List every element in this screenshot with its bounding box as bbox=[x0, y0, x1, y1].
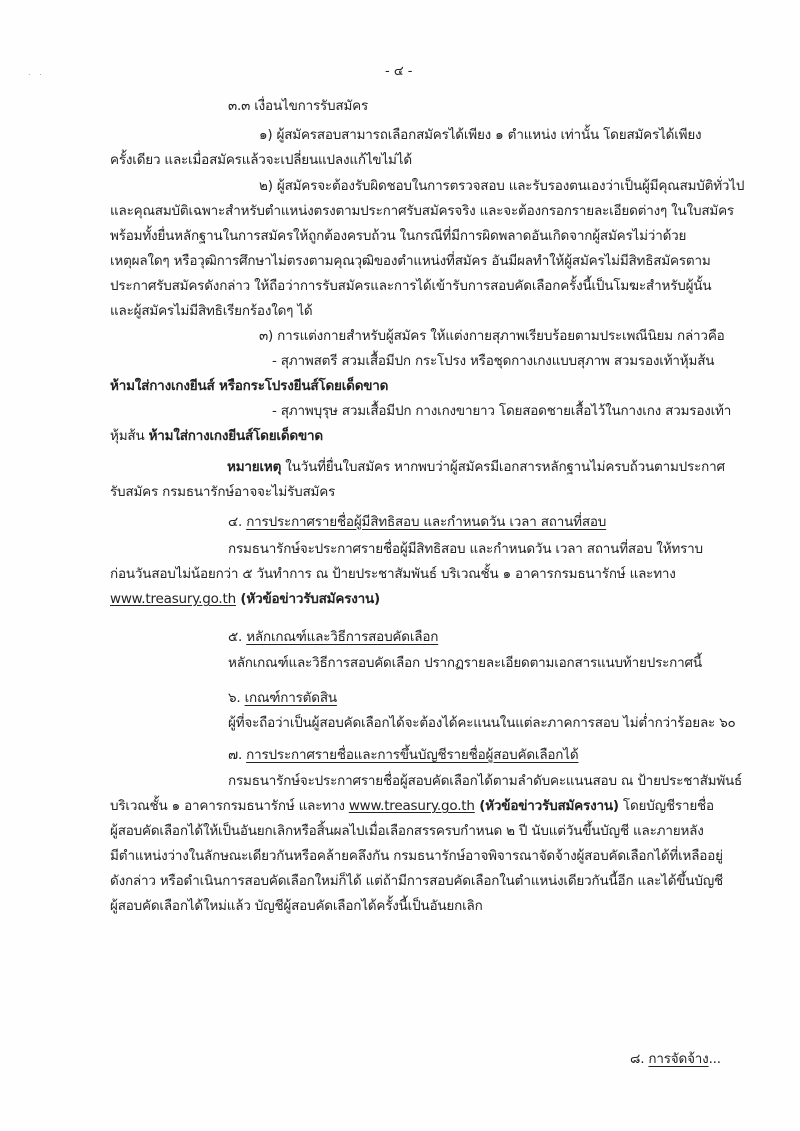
section-7-title: การประกาศรายชื่อและการขึ้นบัญชีรายชื่อผู้สอบคัดเลือกได้ bbox=[246, 747, 579, 763]
item2-line6: และผู้สมัครไม่มีสิทธิเรียกร้องใดๆ ได้ bbox=[110, 303, 313, 319]
section-7-line2-suffix: โดยบัญชีรายชื่อ bbox=[618, 798, 714, 814]
section-7-line1: กรมธนารักษ์จะประกาศรายชื่อผู้สอบคัดเลือกได้ตามลำดับคะแนนสอบ ณ ป้ายประชาสัมพันธ์ bbox=[228, 773, 743, 789]
section-6-title: เกณฑ์การตัดสิน bbox=[244, 690, 337, 706]
section-4-number: ๔. bbox=[228, 514, 247, 530]
item3-men-line2-prefix: หุ้มส้น bbox=[110, 428, 149, 444]
section-4-title: การประกาศรายชื่อผู้มีสิทธิสอบ และกำหนดวัน เวลา สถานที่สอบ bbox=[246, 514, 607, 530]
section-7-line5: ดังกล่าว หรือดำเนินการสอบคัดเลือกใหม่ก็ได้ แต่ถ้ามีการสอบคัดเลือกในตำแหน่งเดียวกันนี้อีก และได้ขึ้นบัญชี bbox=[110, 873, 723, 889]
section-7-heading bbox=[228, 746, 578, 764]
section-7-line2 bbox=[110, 797, 714, 815]
section-7-number: ๗. bbox=[228, 747, 247, 763]
item2-line2: และคุณสมบัติเฉพาะสำหรับตำแหน่งตรงตามประกาศรับสมัครจริง และจะต้องกรอกรายละเอียดต่างๆ ในใบสมัคร bbox=[110, 203, 734, 219]
item3-men-line1: - สุภาพบุรุษ สวมเสื้อมีปก กางเกงขายาว โดยสอดชายเสื้อไว้ในกางเกง สวมรองเท้า bbox=[272, 403, 732, 419]
section-4-link-suffix: (หัวข้อข่าวรับสมัครงาน) bbox=[235, 591, 381, 607]
note-label: หมายเหตุ bbox=[227, 459, 282, 475]
section-7-line6: ผู้สอบคัดเลือกได้ใหม่แล้ว บัญชีผู้สอบคัดเลือกได้ครั้งนี้เป็นอันยกเลิก bbox=[110, 898, 483, 914]
section-4-line1: กรมธนารักษ์จะประกาศรายชื่อผู้มีสิทธิสอบ และกำหนดวัน เวลา สถานที่สอบ ให้ทราบ bbox=[228, 541, 703, 557]
section-7-line3: ผู้สอบคัดเลือกได้ให้เป็นอันยกเลิกหรือสิ้นผลไปเมื่อเลือกสรรครบกำหนด ๒ ปี นับแต่วันขึ้นบัญชี และภายหลัง bbox=[110, 823, 704, 839]
note-line2: รับสมัคร กรมธนารักษ์อาจจะไม่รับสมัคร bbox=[110, 484, 336, 500]
item1-line2: ครั้งเดียว และเมื่อสมัครแล้วจะเปลี่ยนแปลงแก้ไขไม่ได้ bbox=[110, 152, 412, 168]
section-5-title: หลักเกณฑ์และวิธีการสอบคัดเลือก bbox=[246, 629, 439, 645]
section-7-line4: มีตำแหน่งว่างในลักษณะเดียวกันหรือคล้ายคลึงกัน กรมธนารักษ์อาจพิจารณาจัดจ้างผู้สอบคัดเลือกได้ที่เหลืออยู่ bbox=[110, 848, 723, 864]
item2-line4: เหตุผลใดๆ หรือวุฒิการศึกษาไม่ตรงตามคุณวุฒิของตำแหน่งที่สมัคร อันมีผลทำให้ผู้สมัครไม่มีสิทธิสมัครตาม bbox=[110, 253, 711, 269]
section-6-line1: ผู้ที่จะถือว่าเป็นผู้สอบคัดเลือกได้จะต้องได้คะแนนในแต่ละภาคการสอบ ไม่ต่ำกว่าร้อยละ ๖๐ bbox=[228, 715, 736, 731]
note-line1 bbox=[227, 458, 725, 476]
section-5-line1: หลักเกณฑ์และวิธีการสอบคัดเลือก ปรากฏรายละเอียดตามเอกสารแนบท้ายประกาศนี้ bbox=[228, 655, 702, 671]
item2-line5: ประกาศรับสมัครดังกล่าว ให้ถือว่าการรับสมัครและการได้เข้ารับการสอบคัดเลือกครั้งนี้เป็นโมฆะสำหรับผู้นั้น bbox=[110, 278, 712, 294]
section-5-number: ๕. bbox=[228, 629, 247, 645]
item2-line3: พร้อมทั้งยื่นหลักฐานในการสมัครให้ถูกต้องครบถ้วน ในกรณีที่มีการผิดพลาดอันเกิดจากผู้สมัครไม่ว่าด้วย bbox=[110, 228, 687, 244]
next-section-number: ๘. bbox=[630, 1051, 649, 1067]
next-section-marker bbox=[630, 1050, 721, 1068]
next-section-ellipsis: ... bbox=[708, 1051, 721, 1067]
treasury-link[interactable]: www.treasury.go.th bbox=[110, 591, 236, 607]
next-section-title: การจัดจ้าง bbox=[648, 1051, 709, 1067]
item3-women-line2: ห้ามใส่กางเกงยีนส์ หรือกระโปรงยีนส์โดยเด็ดขาด bbox=[110, 378, 389, 394]
section-4-line2: ก่อนวันสอบไม่น้อยกว่า ๕ วันทำการ ณ ป้ายประชาสัมพันธ์ บริเวณชั้น ๑ อาคารกรมธนารักษ์ และทาง bbox=[110, 566, 676, 582]
note-text: ในวันที่ยื่นใบสมัคร หากพบว่าผู้สมัครมีเอกสารหลักฐานไม่ครบถ้วนตามประกาศ bbox=[281, 459, 725, 475]
section-5-heading bbox=[228, 628, 438, 646]
item3-line1: ๓) การแต่งกายสำหรับผู้สมัคร ให้แต่งกายสุภาพเรียบร้อยตามประเพณีนิยม กล่าวคือ bbox=[259, 328, 725, 344]
treasury-link-2[interactable]: www.treasury.go.th bbox=[348, 798, 475, 814]
item3-men-line2-bold: ห้ามใส่กางเกงยีนส์โดยเด็ดขาด bbox=[148, 428, 323, 444]
scan-marks: . . bbox=[28, 68, 45, 77]
item3-women-line1: - สุภาพสตรี สวมเสื้อมีปก กระโปรง หรือชุดกางเกงแบบสุภาพ สวมรองเท้าหุ้มส้น bbox=[272, 353, 715, 369]
item2-line1: ๒) ผู้สมัครจะต้องรับผิดชอบในการตรวจสอบ และรับรองตนเองว่าเป็นผู้มีคุณสมบัติทั่วไป bbox=[259, 178, 745, 194]
section-4-line3 bbox=[110, 590, 380, 608]
item3-men-line2 bbox=[110, 427, 323, 445]
section-6-heading bbox=[228, 689, 337, 707]
page-number: - ๔ - bbox=[385, 64, 413, 79]
section-7-line2-bold: (หัวข้อข่าวรับสมัครงาน) bbox=[474, 798, 619, 814]
section-4-heading bbox=[228, 513, 606, 531]
section-7-line2-prefix: บริเวณชั้น ๑ อาคารกรมธนารักษ์ และทาง bbox=[110, 798, 349, 814]
item1-line1: ๑) ผู้สมัครสอบสามารถเลือกสมัครได้เพียง ๑ ตำแหน่ง เท่านั้น โดยสมัครได้เพียง bbox=[259, 127, 702, 143]
section-3-3-heading: ๓.๓ เงื่อนไขการรับสมัคร bbox=[228, 98, 369, 114]
section-6-number: ๖. bbox=[228, 690, 245, 706]
